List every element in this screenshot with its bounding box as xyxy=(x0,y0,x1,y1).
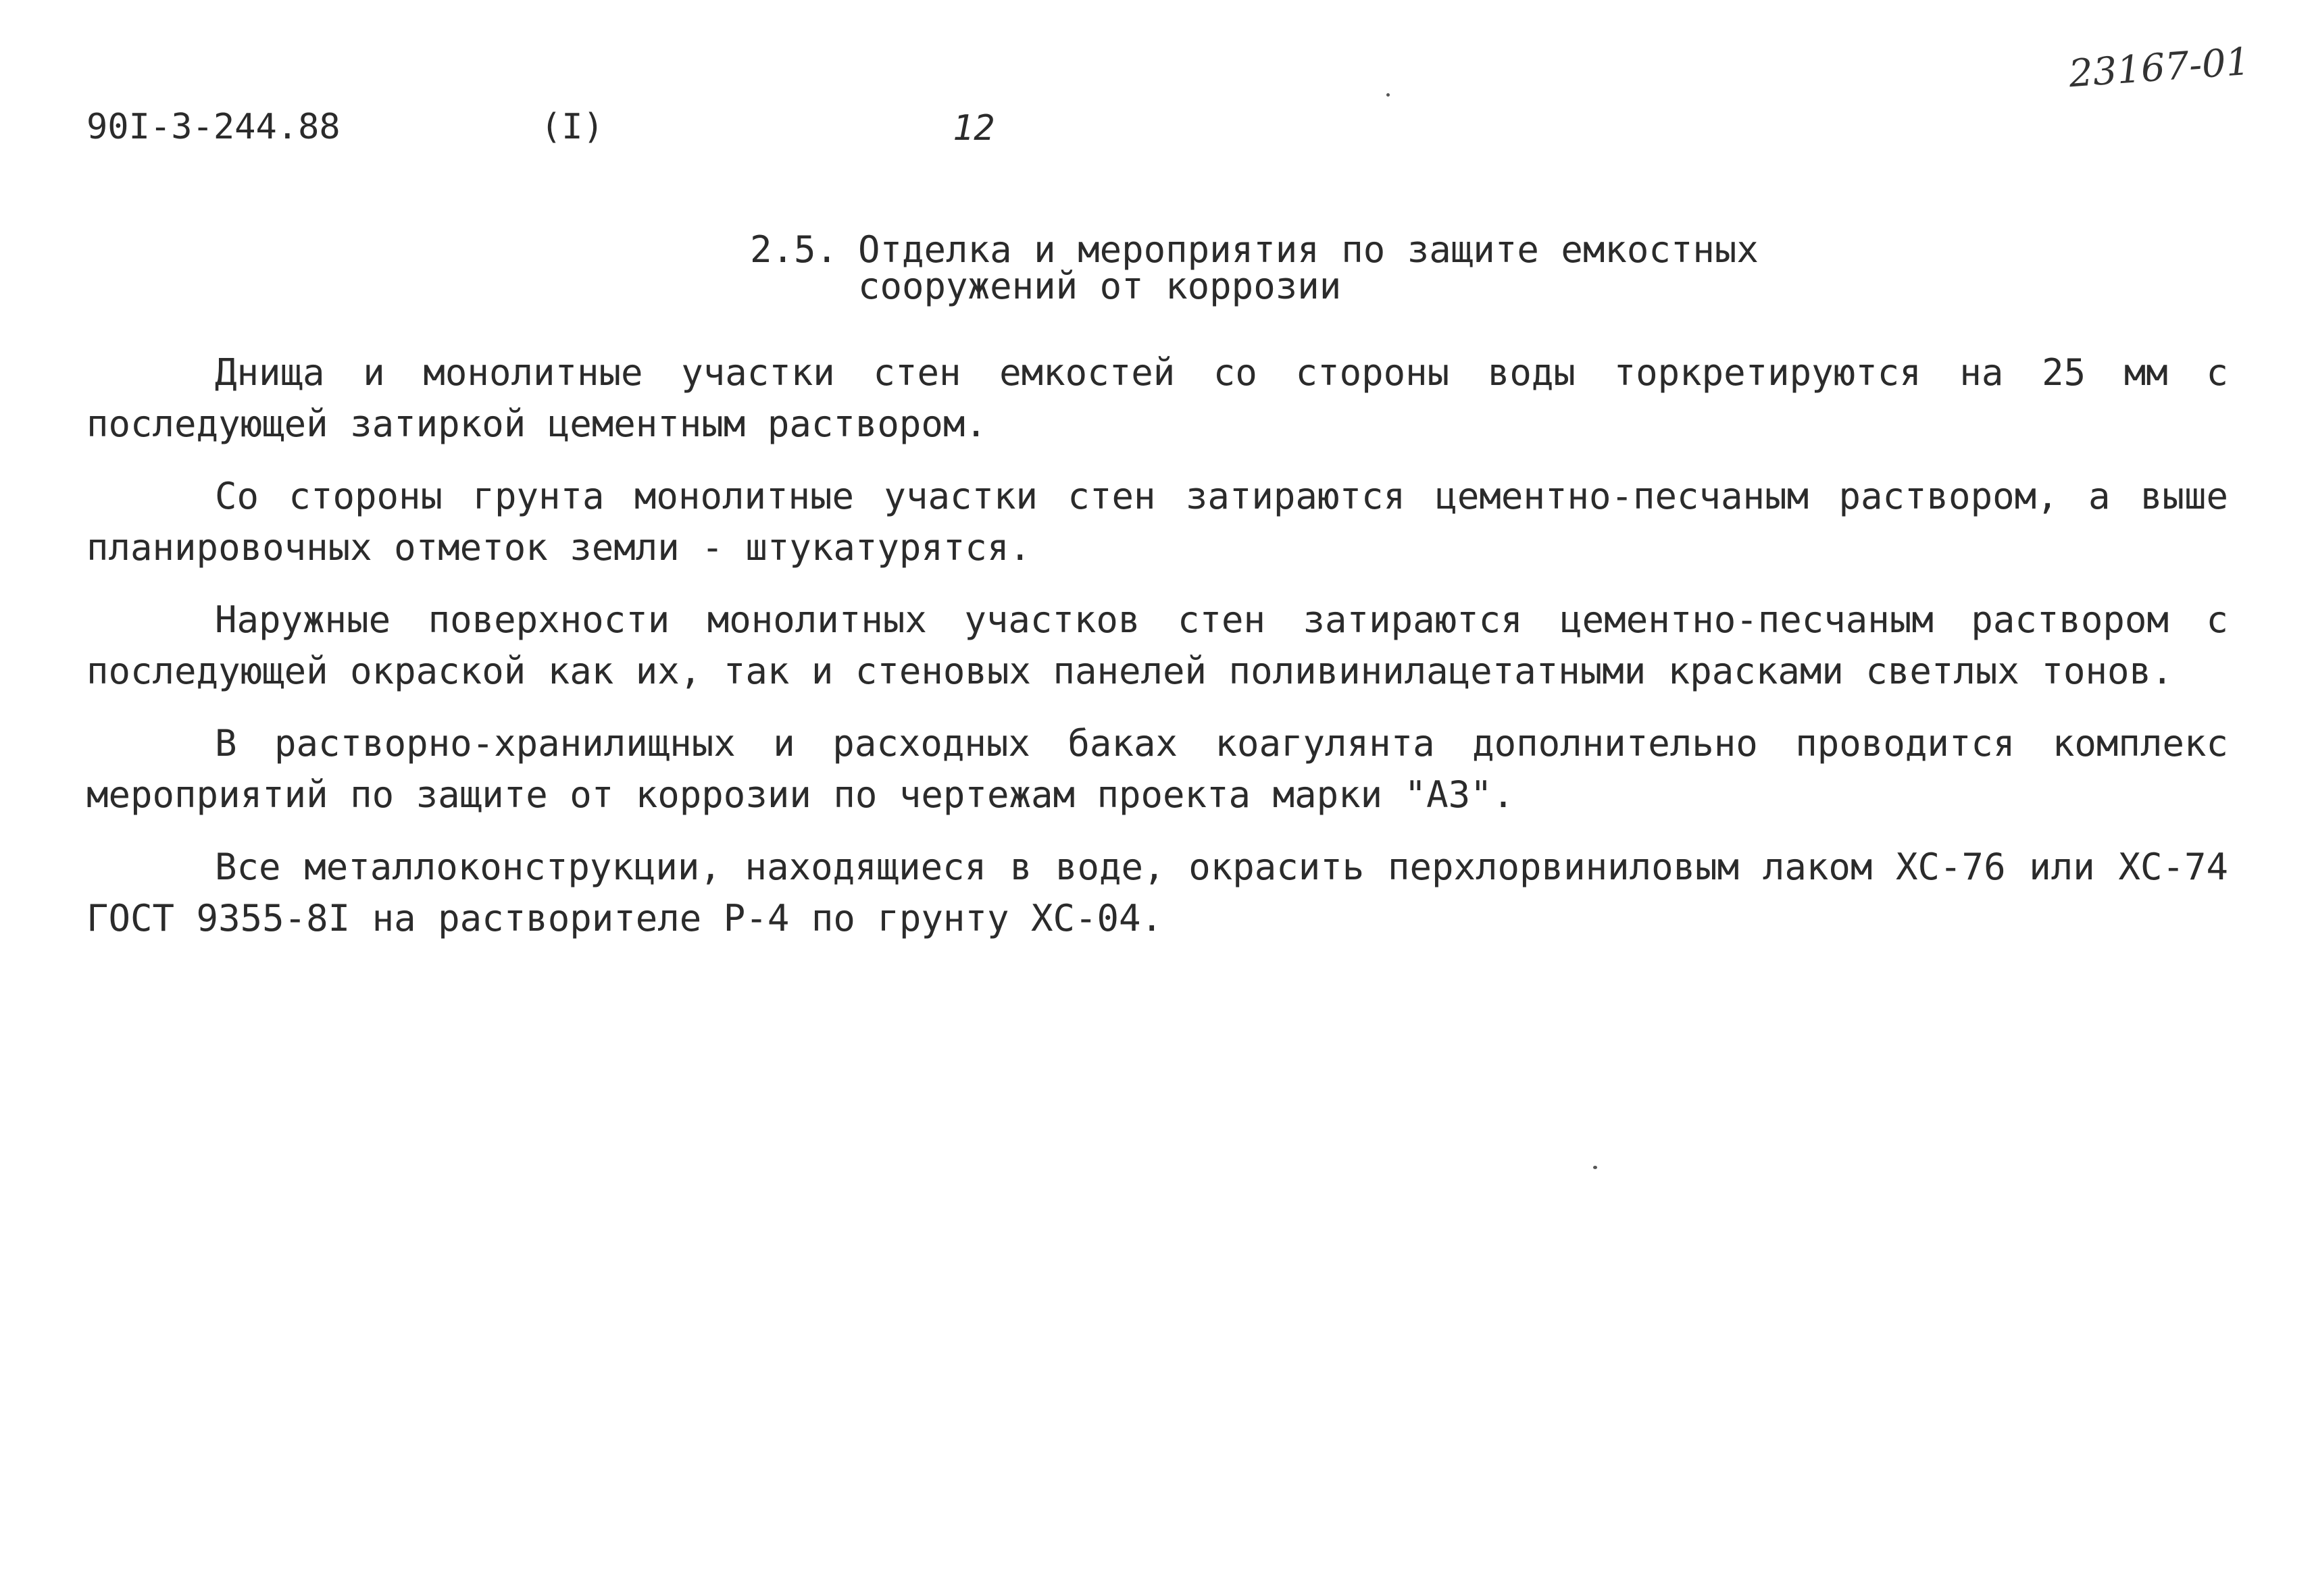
sheet-reference: (I) xyxy=(540,107,604,147)
page-number: 12 xyxy=(953,108,995,149)
paragraph: В растворно-хранилищных и расходных баках коагулянта дополнительно проводится комплекс мероприятий по защите от коррозии по чертежам проекта марки "АЗ". xyxy=(86,722,2228,816)
section-title-line-1: Отделка и мероприятия по защите емкостных xyxy=(858,228,1759,271)
paragraph: Все металлоконструкции, находящиеся в воде, окрасить перхлорвиниловым лаком ХС-76 или ХС-74 ГОСТ 9355-8I на растворителе Р-4 по грунту ХС-04. xyxy=(86,846,2228,939)
scan-speck xyxy=(1386,93,1390,97)
document-code: 90I-3-244.88 xyxy=(86,107,341,147)
paragraph: Днища и монолитные участки стен емкостей со стороны воды торкретируются на 25 мм с последующей затиркой цементным раствором. xyxy=(86,351,2228,445)
section-number: 2.5. xyxy=(750,228,838,271)
scan-speck xyxy=(1593,1166,1597,1169)
archive-number: 23167-01 xyxy=(2067,39,2251,97)
section-title-line-2: сооружений от коррозии xyxy=(858,265,1342,307)
paragraph: Со стороны грунта монолитные участки стен затираются цементно-песчаным раствором, а выше планировочных отметок земли - штукатурятся. xyxy=(86,475,2228,569)
paragraph: Наружные поверхности монолитных участков стен затираются цементно-песчаным раствором с последующей окраской как их, так и стеновых панелей поливинилацетатными красками светлых тонов. xyxy=(86,598,2228,692)
